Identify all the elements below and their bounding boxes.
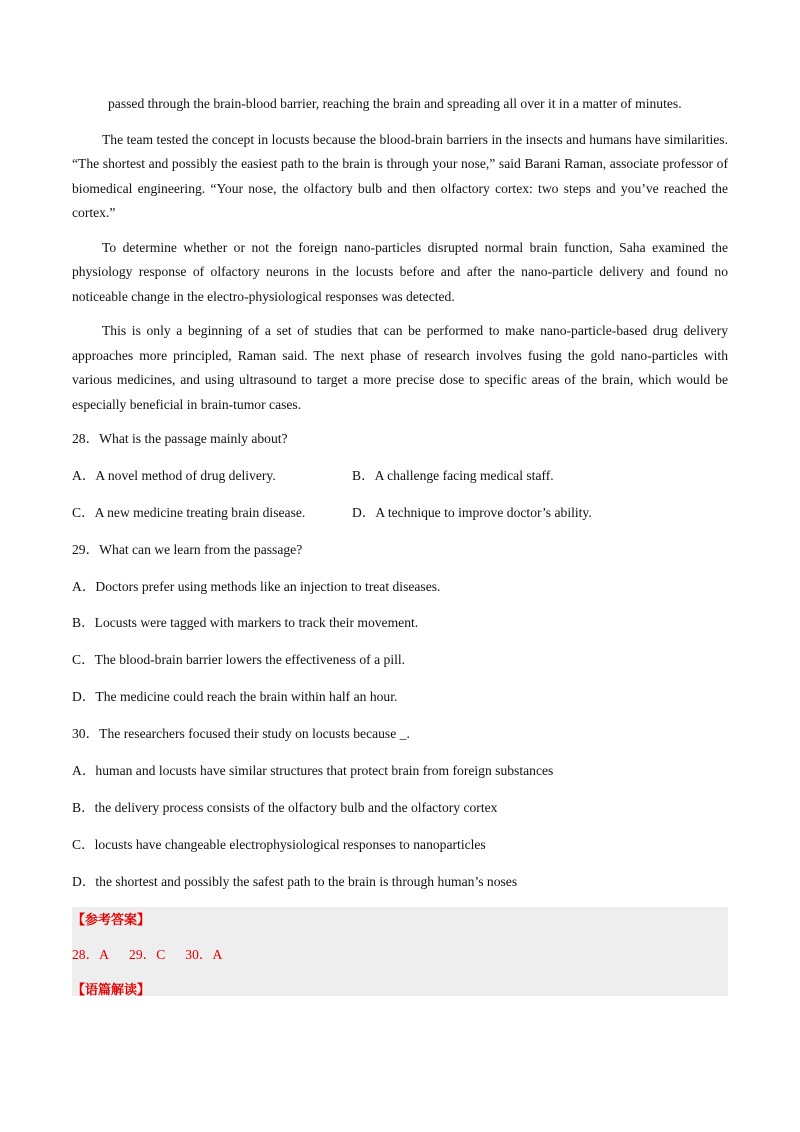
option-30-b: B．the delivery process consists of the olfactory bulb and the olfactory cortex — [72, 799, 498, 815]
answer-list — [72, 943, 242, 963]
question-28-options-row-1 — [72, 464, 728, 489]
answer-header: 【参考答案】 — [72, 913, 151, 928]
option-30-d: D．the shortest and possibly the safest path to the brain is through human’s noses — [72, 873, 518, 889]
option-29-c: C．The blood-brain barrier lowers the effectiveness of a pill. — [72, 652, 406, 668]
question-29-stem: 29．What can we learn from the passage? — [72, 541, 303, 557]
option-28-b: B．A challenge facing medical staff. — [352, 467, 554, 483]
option-28-a: A．A novel method of drug delivery. — [72, 467, 276, 483]
option-28-c: C．A new medicine treating brain disease. — [72, 504, 306, 520]
passage-paragraph-0: passed through the brain-blood barrier, reaching the brain and spreading all over it in a matter of minutes. — [108, 96, 682, 111]
passage-paragraph-1: The team tested the concept in locusts because the blood-brain barriers in the insects and humans have similarities. “The shortest and possibly the easiest path to the brain is through your nose,” said Barani Raman, associate professor of biomedical engineering. “Your nose, the olfactory bulb and then olfactory cortex: two steps and you’ve reached the cortex.” — [72, 131, 728, 220]
answer-28: 28．A — [72, 947, 110, 962]
option-30-c: C．locusts have changeable electrophysiological responses to nanoparticles — [72, 836, 486, 852]
option-30-a: A．human and locusts have similar structures that protect brain from foreign substances — [72, 763, 554, 779]
question-30-stem: 30．The researchers focused their study on locusts because _. — [72, 726, 410, 742]
option-29-a: A．Doctors prefer using methods like an injection to treat diseases. — [72, 578, 441, 594]
question-28-stem: 28．What is the passage mainly about? — [72, 431, 288, 446]
answer-30: 30．A — [185, 947, 223, 962]
option-28-d: D．A technique to improve doctor’s ability. — [352, 504, 592, 520]
document-page — [72, 92, 728, 907]
answer-section — [72, 907, 728, 996]
option-29-b: B．Locusts were tagged with markers to track their movement. — [72, 615, 419, 631]
passage-paragraph-2: To determine whether or not the foreign nano-particles disrupted normal brain function, Saha examined the physiology response of olfactory neurons in the locusts before and after the nano-particle delivery and found no noticeable change in the electro-physiological responses was detected. — [72, 239, 728, 304]
analysis-header: 【语篇解读】 — [72, 983, 151, 998]
answer-29: 29．C — [129, 947, 166, 962]
option-29-d: D．The medicine could reach the brain within half an hour. — [72, 689, 398, 705]
question-28-options-row-2 — [72, 501, 728, 526]
passage-paragraph-3: This is only a beginning of a set of studies that can be performed to make nano-particle-based drug delivery approaches more principled, Raman said. The next phase of research involves fusing the gold nano-particles with various medicines, and using ultrasound to target a more precise dose to specific areas of the brain, which would be especially beneficial in brain-tumor cases. — [72, 323, 728, 412]
